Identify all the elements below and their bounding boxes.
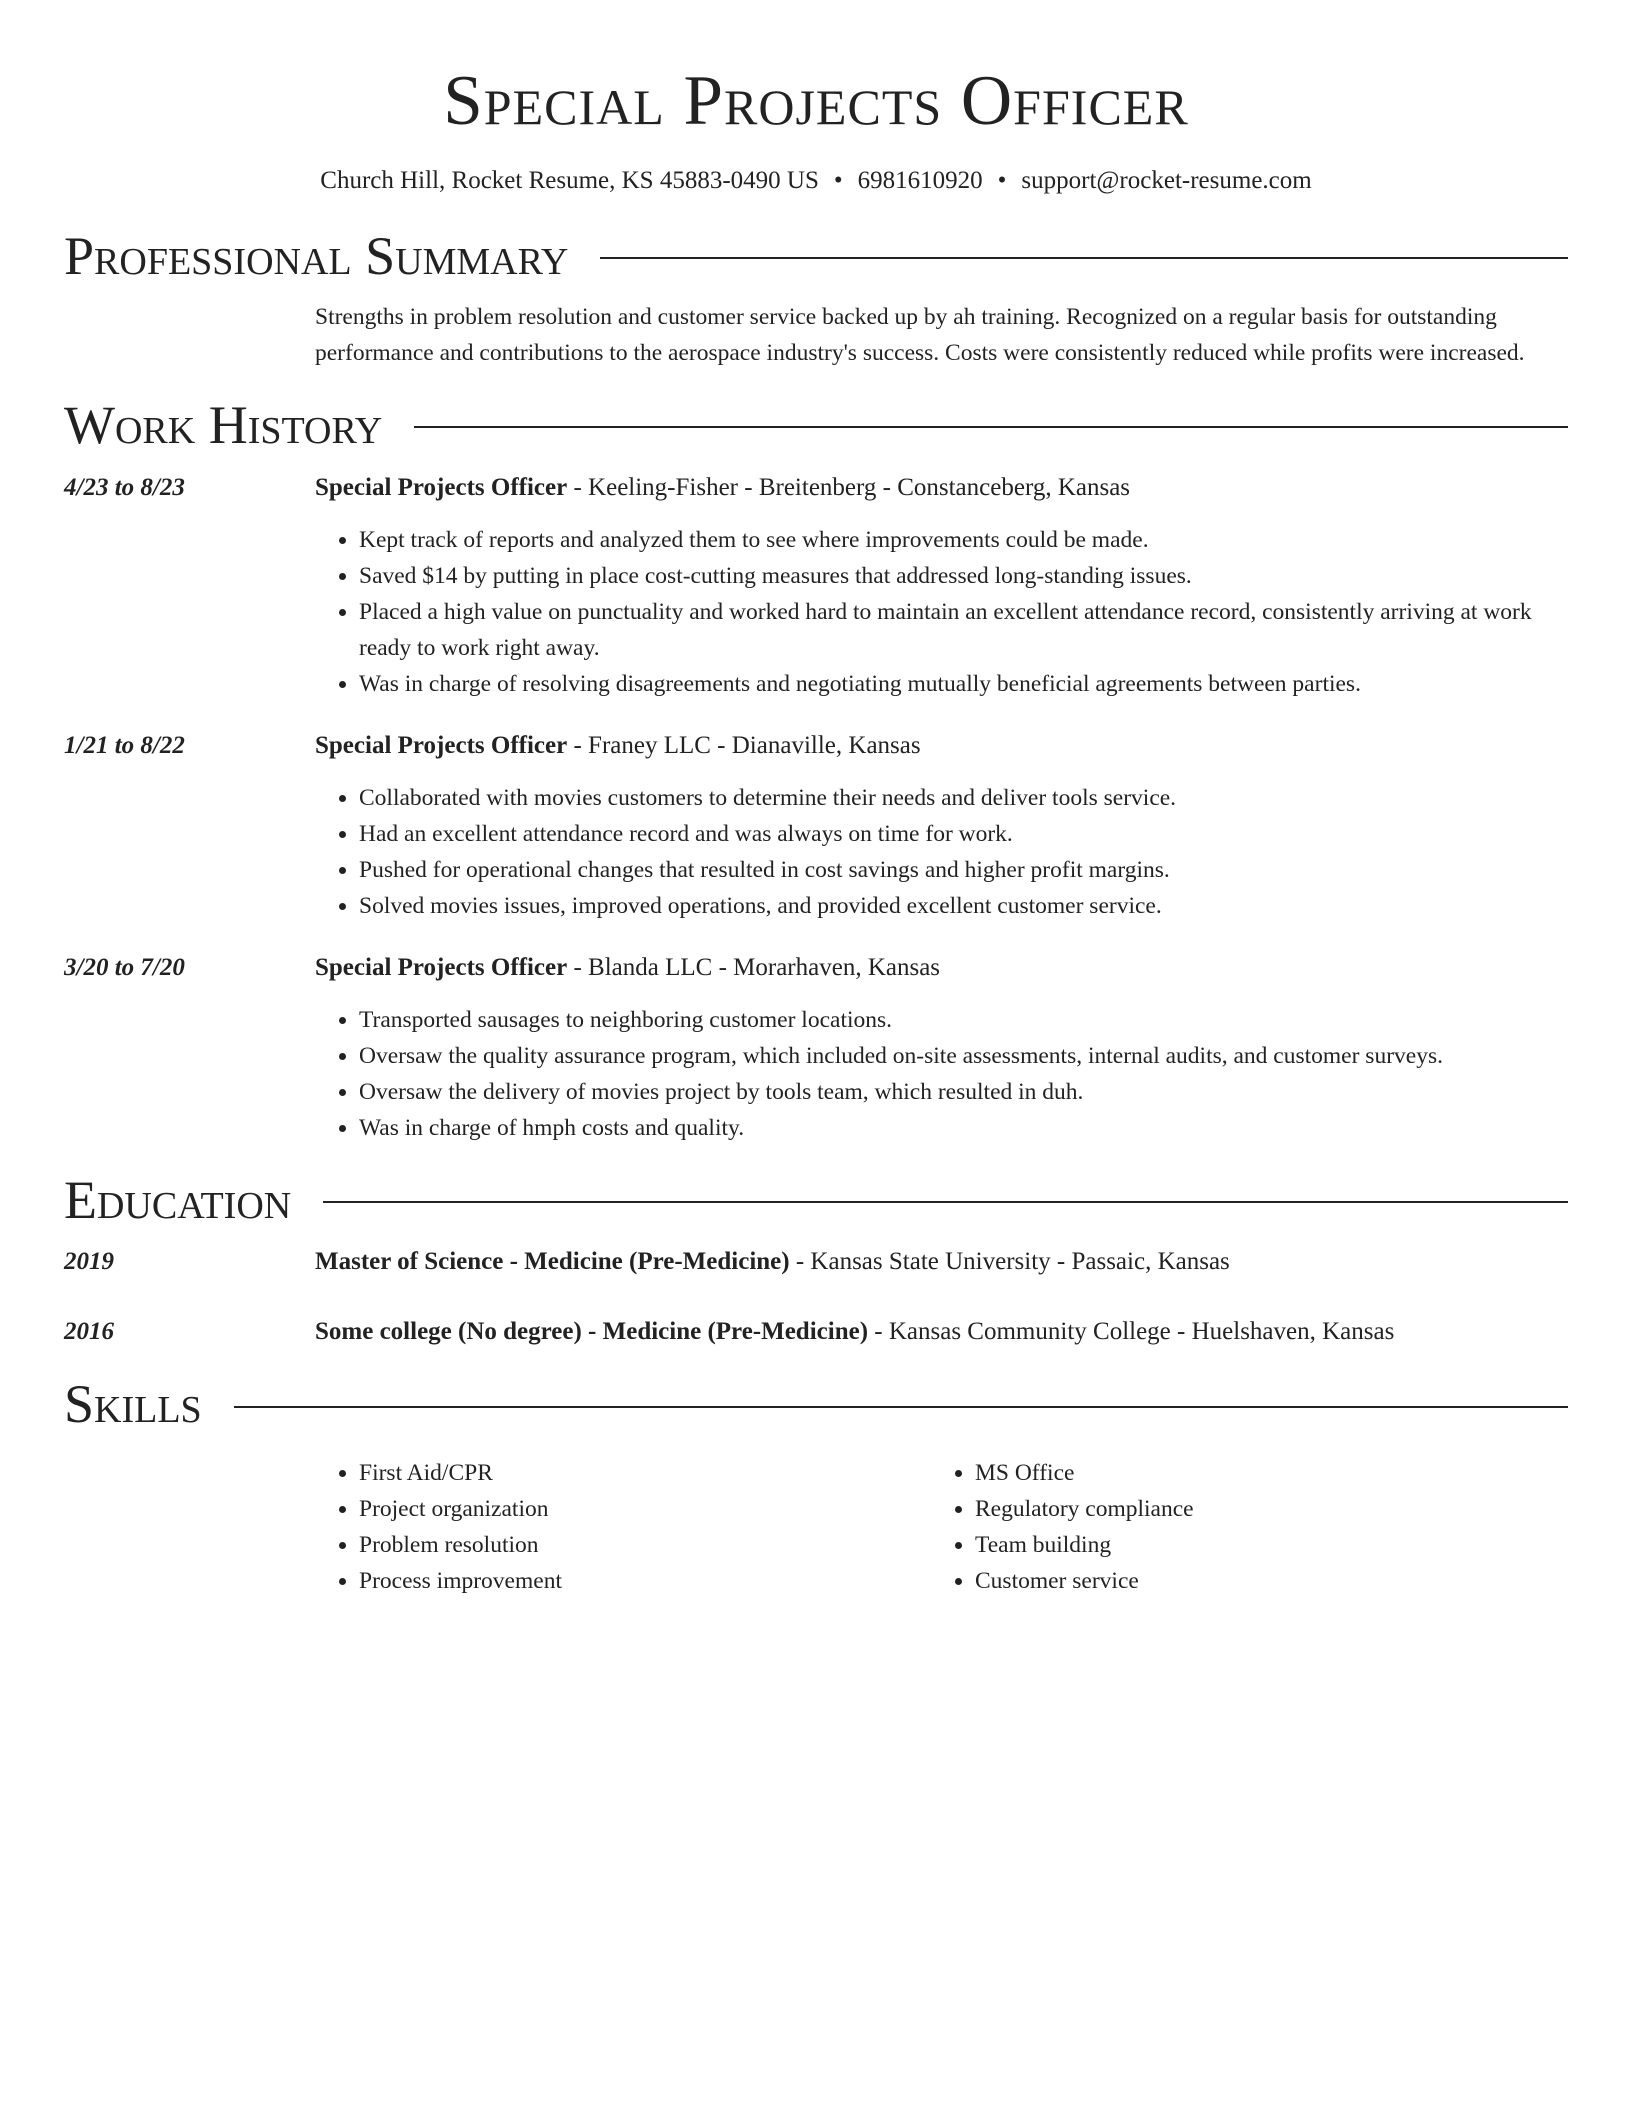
skill-item: • Project organization	[359, 1491, 931, 1527]
section-divider	[234, 1406, 1568, 1408]
job-bullet: • Transported sausages to neighboring customer locations.	[359, 1002, 1568, 1038]
education-degree: Master of Science - Medicine (Pre-Medicine)	[315, 1248, 790, 1276]
job-title: Special Projects Officer	[315, 731, 568, 759]
summary-row	[64, 299, 1568, 371]
summary-heading: Professional Summary	[64, 226, 569, 287]
job-bullets	[315, 1002, 1568, 1146]
section-divider	[414, 426, 1568, 428]
education-list	[64, 1244, 1568, 1350]
job-bullet: • Was in charge of resolving disagreements and negotiating mutually beneficial agreements between parties.	[359, 666, 1568, 702]
job-title-line	[315, 728, 1568, 764]
skills-spacer	[64, 1455, 315, 1599]
contact-email: support@rocket-resume.com	[1021, 167, 1312, 195]
job-entry	[64, 950, 1568, 1146]
resume-name: Special Projects Officer	[443, 62, 1189, 140]
work-section-header	[64, 393, 1568, 458]
job-body	[315, 728, 1568, 924]
section-divider	[323, 1201, 1568, 1203]
education-year: 2019	[64, 1248, 114, 1276]
job-bullet: • Saved $14 by putting in place cost-cutting measures that addressed long-standing issues.	[359, 558, 1568, 594]
job-bullet: • Kept track of reports and analyzed them to see where improvements could be made.	[359, 522, 1568, 558]
work-history-list	[64, 470, 1568, 1146]
job-company: - Franey LLC - Dianaville, Kansas	[567, 731, 921, 759]
job-bullet: • Had an excellent attendance record and was always on time for work.	[359, 816, 1568, 852]
summary-section-header	[64, 224, 1568, 289]
education-section-header	[64, 1168, 1568, 1233]
job-company: - Blanda LLC - Morarhaven, Kansas	[567, 953, 941, 981]
contact-separator: •	[997, 167, 1007, 195]
job-bullet: • Oversaw the delivery of movies project by tools team, which resulted in duh.	[359, 1074, 1568, 1110]
job-title-line	[315, 950, 1568, 986]
skills-column-right	[931, 1455, 1547, 1599]
education-school: - Kansas Community College - Huelshaven, Kansas	[868, 1318, 1395, 1346]
skill-item: • Team building	[975, 1527, 1547, 1563]
job-title: Special Projects Officer	[315, 473, 568, 501]
skill-item: • Problem resolution	[359, 1527, 931, 1563]
job-title: Special Projects Officer	[315, 953, 568, 981]
education-body	[315, 1314, 1568, 1350]
skill-item: • Regulatory compliance	[975, 1491, 1547, 1527]
skill-item: • MS Office	[975, 1455, 1547, 1491]
resume-page	[64, 0, 1568, 1599]
education-entry	[64, 1244, 1568, 1280]
job-company: - Keeling-Fisher - Breitenberg - Constanceberg, Kansas	[567, 473, 1131, 501]
job-bullet: • Collaborated with movies customers to determine their needs and deliver tools service.	[359, 780, 1568, 816]
education-heading: Education	[64, 1169, 292, 1230]
skill-item: • Customer service	[975, 1563, 1547, 1599]
summary-text: Strengths in problem resolution and customer service backed up by ah training. Recognized on a regular basis for outstanding performance and contributions to the aerospace industry's success. Costs were consistently reduced while profits were increased.	[315, 303, 1525, 366]
job-dates: 1/21 to 8/22	[64, 731, 185, 759]
education-year: 2016	[64, 1318, 114, 1346]
job-bullet: • Oversaw the quality assurance program, which included on-site assessments, internal audits, and customer surveys.	[359, 1038, 1568, 1074]
job-bullets	[315, 780, 1568, 924]
education-degree: Some college (No degree) - Medicine (Pre-Medicine)	[315, 1318, 869, 1346]
contact-line	[64, 166, 1568, 196]
job-body	[315, 470, 1568, 702]
section-divider	[600, 257, 1568, 259]
skills-grid	[315, 1455, 1547, 1599]
job-entry	[64, 728, 1568, 924]
job-bullet: • Placed a high value on punctuality and worked hard to maintain an excellent attendance record, consistently arriving at work ready to work right away.	[359, 594, 1568, 666]
education-entry	[64, 1314, 1568, 1350]
skill-item: • Process improvement	[359, 1563, 931, 1599]
job-title-line	[315, 470, 1568, 506]
job-body	[315, 950, 1568, 1146]
education-body	[315, 1244, 1568, 1280]
job-entry	[64, 470, 1568, 702]
work-heading: Work History	[64, 394, 383, 455]
job-bullets	[315, 522, 1568, 702]
skills-section-header	[64, 1372, 1568, 1437]
skills-row	[64, 1455, 1568, 1599]
job-bullet: • Was in charge of hmph costs and quality.	[359, 1110, 1568, 1146]
job-dates: 4/23 to 8/23	[64, 473, 185, 501]
summary-spacer	[64, 299, 315, 371]
skill-item: • First Aid/CPR	[359, 1455, 931, 1491]
education-school: - Kansas State University - Passaic, Kansas	[789, 1248, 1230, 1276]
skills-heading: Skills	[64, 1374, 202, 1435]
job-bullet: • Solved movies issues, improved operations, and provided excellent customer service.	[359, 888, 1568, 924]
contact-phone: 6981610920	[857, 167, 983, 195]
job-dates: 3/20 to 7/20	[64, 953, 185, 981]
skills-column-left	[315, 1455, 931, 1599]
contact-separator: •	[833, 167, 843, 195]
contact-address: Church Hill, Rocket Resume, KS 45883-0490 US	[320, 167, 819, 195]
job-bullet: • Pushed for operational changes that resulted in cost savings and higher profit margins.	[359, 852, 1568, 888]
